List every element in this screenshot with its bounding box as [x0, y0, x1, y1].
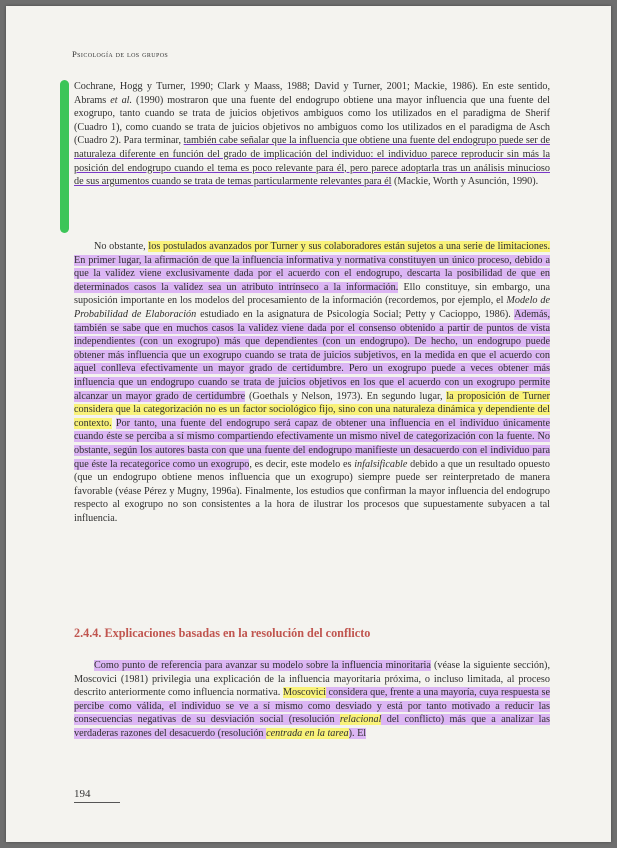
infalsificable-term: infalsificable [354, 458, 408, 470]
highlight-yellow-limitations: los postulados avanzados por Turner y sus colaboradores están sujetos a una serie de limitaciones. [148, 241, 550, 252]
highlight-yellow-second-point: la proposición de Turner considera que la categorización no es un factor sociológico fijo, sino con una naturaleza dinámica y dependiente del contexto. [74, 390, 550, 429]
margin-highlight-mark [60, 80, 69, 233]
paragraph-1 [74, 80, 550, 189]
paragraph-1-citation: (Mackie, Worth y Asunción, 1990). [391, 176, 539, 188]
highlight-yellow-moscovici: Moscovici [282, 687, 326, 699]
model-name: Modelo de Probabilidad de Elaboración [74, 295, 550, 320]
p2-plain-1: Ello constituye, sin embargo, una suposición importante en los modelos del procesamiento de la información (recordemos, por ejemplo, el [74, 281, 550, 307]
paragraph-3 [74, 659, 550, 741]
book-page [6, 6, 611, 842]
p3-text-3: ). El [348, 727, 367, 739]
p2-plain-4: , es decir, este modelo es [249, 458, 355, 470]
running-head: Psicología de los grupos [72, 49, 169, 59]
p3-text-1: considera que, frente a una mayoría, cuya respuesta se percibe como válida, el individuo se ve a sí mismo como desviado y está por tanto motivado a reducir las consecuencias negativas de su desviación social (resolución [74, 687, 550, 726]
p3-plain-1: (véase la siguiente sección), Moscovici (1981) privilegia una explicación de la influencia mayoritaria próxima, o incluso limitada, al proceso descrito anteriormente como influencia normativa. [74, 660, 550, 699]
et-al: et al. [110, 94, 133, 106]
paragraph-2 [74, 240, 550, 525]
section-heading: 2.4.4. Explicaciones basadas en la resolución del conflicto [74, 626, 371, 640]
term-tarea: centrada en la tarea [266, 727, 349, 739]
p2-plain-3: (Goethals y Nelson, 1973). En segundo lugar, [245, 390, 447, 402]
paragraph-1-text-2: (1990) mostraron que una fuente del endogrupo obtiene una mayor influencia que una fuente del exogrupo, tanto cuando se trata de juicios objetivos ambiguos como los utilizados en el paradigma de Sherif (Cuadro 1), como cuando se trata de juicios objetivos no ambiguos como los utilizados en el paradigma de Asch (Cuadro 2). Para terminar, [74, 94, 550, 147]
p3-text-2: del conflicto) más que a analizar las verdaderas razones del desacuerdo (resolución [74, 714, 550, 739]
p2-plain-2: estudiado en la asignatura de Psicología Social; Petty y Cacioppo, 1986). [196, 308, 515, 320]
paragraph-1-text: Cochrane, Hogg y Turner, 1990; Clark y Maass, 1988; David y Turner, 2001; Mackie, 1986). En este sentido, Abrams [74, 81, 550, 106]
p2-plain-5: debido a que un resultado opuesto (que un endogrupo obtiene menos influencia que un exogrupo) siempre puede ser reinterpretado de manera favorable (véase Pérez y Mugny, 1996a). Finalmente, los estudios que confirman la mayor influencia del endogrupo respecto al exogrupo no son consistentes a la hora de ilustrar los procesos que supuestamente subyacen a tal influencia. [74, 458, 550, 524]
highlight-purple-reference: Como punto de referencia para avanzar su modelo sobre la influencia minoritaria [94, 660, 431, 671]
highlight-purple-recategorize: Por tanto, una fuente del endogrupo será capaz de obtener una influencia en el individuo únicamente cuando éste se perciba a sí mismo compartiendo efectivamente un mismo nivel de categorización con la fuente. No obstante, según los autores basta con que una fuente del endogrupo manifieste un desacuerdo con el individuo para que éste la recategorice como un exogrupo [74, 417, 551, 470]
term-relacional: relacional [339, 714, 382, 726]
p2-intro: No obstante, [94, 241, 149, 252]
highlight-purple-first-point: En primer lugar, la afirmación de que la influencia informativa y normativa constituyen un único proceso, debido a que la validez viene exclusivamente dada por el acuerdo con el endogrupo, descarta la posibilidad de que en determinados casos la validez sea un atributo intrínseco a la información. [74, 254, 550, 293]
underlined-passage: también cabe señalar que la influencia que obtiene una fuente del endogrupo puede ser de naturaleza diferente en función del grado de implicación del individuo: el individuo parece reproducir sin más la posición del endogrupo cuando el tema es poco relevante para él, pero parece adoptarla tras un análisis minucioso de sus argumentos cuando se trata de temas particularmente relevantes para él [74, 135, 550, 188]
page-number: 194 [74, 788, 120, 803]
highlight-purple-consensus: Además, también se sabe que en muchos casos la validez viene dada por el consenso obtenido a partir de puntos de vista independientes (con un exogrupo) más que dependientes (con un endogrupo). De hecho, un endogrupo puede obtener más influencia que un exogrupo cuando se trata de juicios subjetivos, en la medida en que el acuerdo con aquel conlleva efectivamente un mayor grado de certidumbre. Pero un exogrupo puede a veces obtener más influencia que un endogrupo cuando se trata de juicios objetivos en los que el acuerdo con un exogrupo permite alcanzar un mayor grado de certidumbre [74, 308, 550, 402]
